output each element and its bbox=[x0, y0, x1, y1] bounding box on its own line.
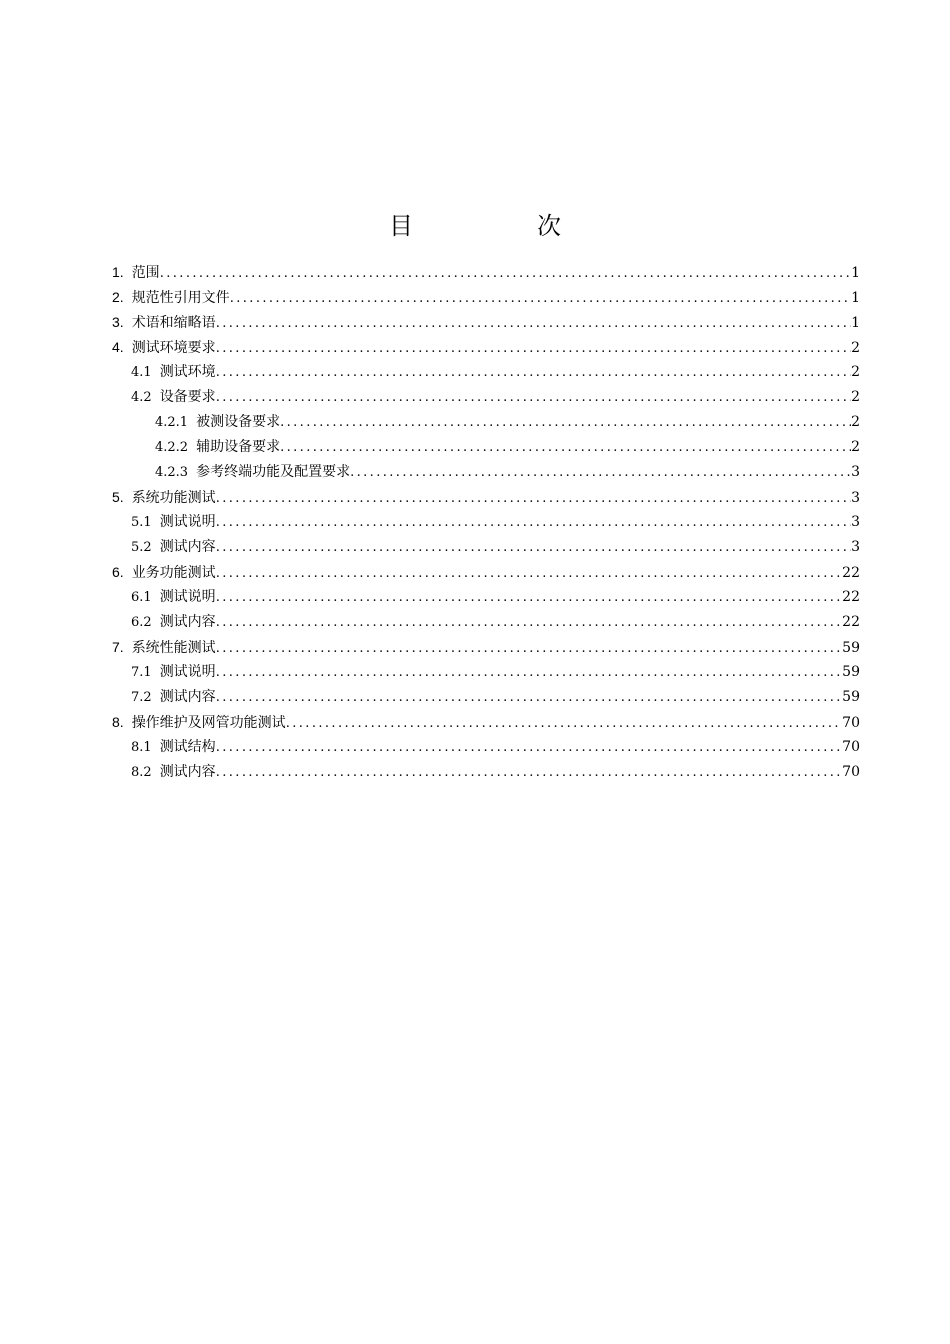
toc-entry-label: 测试环境要求 bbox=[131, 340, 216, 356]
toc-entry-label: 测试内容 bbox=[159, 539, 216, 555]
toc-entry-page-number: 59 bbox=[842, 664, 860, 680]
toc-entry-number: 4.2.1 bbox=[155, 415, 189, 430]
toc-dot-leader bbox=[350, 460, 851, 485]
toc-dot-leader bbox=[216, 585, 842, 610]
toc-entry-page-number: 59 bbox=[842, 640, 860, 656]
toc-dot-leader bbox=[280, 435, 851, 460]
toc-entry-label: 辅助设备要求 bbox=[196, 439, 281, 455]
toc-entry-page-number: 2 bbox=[851, 389, 860, 405]
toc-entry-label: 设备要求 bbox=[159, 389, 216, 405]
toc-entry-number: 6.2 bbox=[131, 615, 152, 630]
toc-entry-label: 系统功能测试 bbox=[131, 490, 216, 506]
toc-entry[interactable] bbox=[112, 510, 860, 535]
toc-dot-leader bbox=[216, 336, 851, 361]
toc-entry[interactable] bbox=[112, 360, 860, 385]
toc-entry[interactable] bbox=[112, 735, 860, 760]
toc-entry[interactable] bbox=[112, 635, 860, 660]
toc-dot-leader bbox=[216, 636, 842, 661]
toc-entry-page-number: 3 bbox=[851, 514, 860, 530]
toc-entry[interactable] bbox=[112, 485, 860, 510]
toc-entry[interactable] bbox=[112, 260, 860, 285]
toc-entry[interactable] bbox=[112, 535, 860, 560]
toc-entry[interactable] bbox=[112, 385, 860, 410]
toc-entry[interactable] bbox=[112, 710, 860, 735]
toc-entry-number: 4.2 bbox=[131, 390, 152, 405]
toc-entry[interactable] bbox=[112, 685, 860, 710]
toc-entry-page-number: 59 bbox=[842, 689, 860, 705]
toc-entry-page-number: 1 bbox=[851, 315, 860, 331]
toc-entry[interactable] bbox=[112, 560, 860, 585]
toc-entry-page-number: 22 bbox=[842, 589, 860, 605]
toc-entry-number: 5. bbox=[112, 489, 124, 505]
toc-entry-label: 测试结构 bbox=[159, 739, 216, 755]
toc-entry-number: 3. bbox=[112, 314, 124, 330]
toc-entry-page-number: 70 bbox=[842, 739, 860, 755]
toc-dot-leader bbox=[216, 561, 842, 586]
toc-entry-label: 测试内容 bbox=[159, 689, 216, 705]
toc-dot-leader bbox=[216, 535, 851, 560]
toc-entry-number: 2. bbox=[112, 289, 124, 305]
toc-entry-label: 测试内容 bbox=[159, 764, 216, 780]
toc-entry-page-number: 2 bbox=[851, 340, 860, 356]
toc-dot-leader bbox=[216, 385, 851, 410]
toc-dot-leader bbox=[216, 360, 851, 385]
toc-entry[interactable] bbox=[112, 460, 860, 485]
toc-entry-number: 4.2.3 bbox=[155, 465, 189, 480]
toc-entry-number: 8.1 bbox=[131, 740, 152, 755]
toc-entry-number: 5.1 bbox=[131, 515, 152, 530]
toc-entry-page-number: 1 bbox=[851, 290, 860, 306]
toc-dot-leader bbox=[216, 610, 842, 635]
toc-entry-number: 7.2 bbox=[131, 690, 152, 705]
toc-entry[interactable] bbox=[112, 585, 860, 610]
toc-entry-page-number: 1 bbox=[851, 265, 860, 281]
toc-entry-label: 操作维护及网管功能测试 bbox=[131, 715, 286, 731]
table-of-contents bbox=[112, 260, 860, 785]
toc-entry-number: 1. bbox=[112, 264, 124, 280]
toc-entry-label: 测试说明 bbox=[159, 664, 216, 680]
toc-entry-page-number: 3 bbox=[851, 539, 860, 555]
toc-entry-number: 8.2 bbox=[131, 765, 152, 780]
toc-dot-leader bbox=[230, 286, 851, 311]
toc-entry-number: 4. bbox=[112, 339, 124, 355]
toc-dot-leader bbox=[286, 711, 842, 736]
toc-entry-page-number: 3 bbox=[851, 464, 860, 480]
toc-dot-leader bbox=[216, 486, 851, 511]
toc-entry-label: 测试说明 bbox=[159, 514, 216, 530]
toc-entry[interactable] bbox=[112, 310, 860, 335]
toc-entry-label: 系统性能测试 bbox=[131, 640, 216, 656]
toc-entry[interactable] bbox=[112, 760, 860, 785]
toc-entry-number: 8. bbox=[112, 714, 124, 730]
toc-entry-label: 测试内容 bbox=[159, 614, 216, 630]
toc-entry-number: 7.1 bbox=[131, 665, 152, 680]
toc-dot-leader bbox=[216, 685, 842, 710]
toc-entry-label: 参考终端功能及配置要求 bbox=[196, 464, 351, 480]
toc-entry-page-number: 2 bbox=[851, 439, 860, 455]
toc-title: 目 次 bbox=[389, 212, 611, 240]
toc-entry[interactable] bbox=[112, 610, 860, 635]
toc-entry-number: 7. bbox=[112, 639, 124, 655]
toc-dot-leader bbox=[280, 410, 851, 435]
toc-entry-label: 业务功能测试 bbox=[131, 565, 216, 581]
toc-entry-number: 5.2 bbox=[131, 540, 152, 555]
toc-entry-page-number: 70 bbox=[842, 764, 860, 780]
toc-entry[interactable] bbox=[112, 285, 860, 310]
toc-dot-leader bbox=[160, 261, 851, 286]
toc-entry-page-number: 2 bbox=[851, 414, 860, 430]
toc-dot-leader bbox=[216, 510, 851, 535]
toc-entry-page-number: 70 bbox=[842, 715, 860, 731]
toc-entry-label: 范围 bbox=[131, 265, 160, 281]
toc-entry[interactable] bbox=[112, 660, 860, 685]
toc-entry-page-number: 22 bbox=[842, 565, 860, 581]
toc-entry-label: 被测设备要求 bbox=[196, 414, 281, 430]
toc-entry-label: 术语和缩略语 bbox=[131, 315, 216, 331]
toc-entry-number: 6. bbox=[112, 564, 124, 580]
toc-entry-label: 测试环境 bbox=[159, 364, 216, 380]
toc-entry-number: 4.2.2 bbox=[155, 440, 189, 455]
toc-entry-label: 测试说明 bbox=[159, 589, 216, 605]
toc-entry-page-number: 3 bbox=[851, 490, 860, 506]
toc-dot-leader bbox=[216, 311, 851, 336]
toc-entry-number: 4.1 bbox=[131, 365, 152, 380]
toc-entry[interactable] bbox=[112, 335, 860, 360]
toc-entry[interactable] bbox=[112, 410, 860, 435]
toc-dot-leader bbox=[216, 660, 842, 685]
toc-dot-leader bbox=[216, 735, 842, 760]
toc-entry-label: 规范性引用文件 bbox=[131, 290, 230, 306]
toc-entry[interactable] bbox=[112, 435, 860, 460]
toc-dot-leader bbox=[216, 760, 842, 785]
toc-entry-page-number: 2 bbox=[851, 364, 860, 380]
toc-entry-page-number: 22 bbox=[842, 614, 860, 630]
toc-entry-number: 6.1 bbox=[131, 590, 152, 605]
